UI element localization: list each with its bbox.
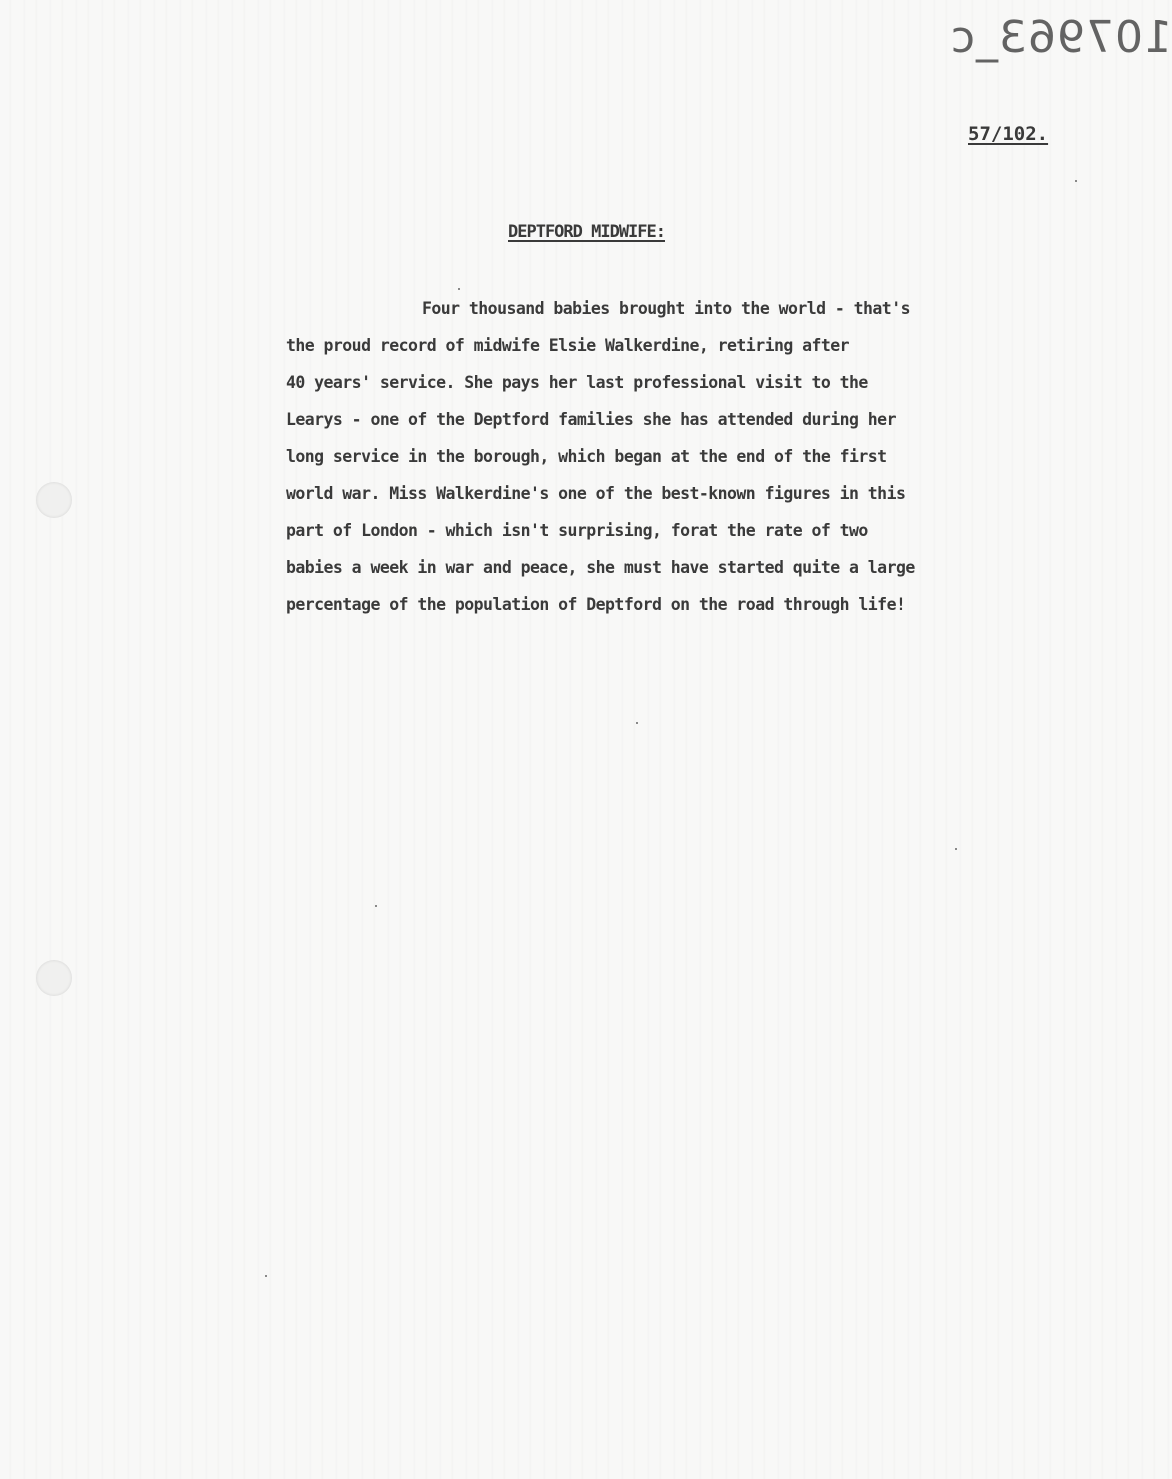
- paper-speck: [955, 848, 957, 850]
- document-title: DEPTFORD MIDWIFE:: [508, 222, 665, 242]
- reference-number: 57/102.: [968, 123, 1049, 145]
- body-line: Learys - one of the Deptford families she has attended during her: [286, 410, 896, 429]
- body-paragraph: [286, 296, 1136, 629]
- body-line: long service in the borough, which began at the end of the first: [286, 447, 887, 466]
- punch-hole: [36, 482, 72, 518]
- body-line: part of London - which isn't surprising, forat the rate of two: [286, 521, 868, 540]
- body-line: the proud record of midwife Elsie Walkerdine, retiring after: [286, 336, 850, 355]
- punch-hole: [36, 960, 72, 996]
- body-line: world war. Miss Walkerdine's one of the best-known figures in this: [286, 484, 906, 503]
- paper-speck: [636, 722, 638, 724]
- body-line: 40 years' service. She pays her last professional visit to the: [286, 373, 868, 392]
- body-line: Four thousand babies brought into the world - that's: [422, 299, 910, 318]
- paper-speck: [458, 288, 460, 290]
- body-line: babies a week in war and peace, she must have started quite a large: [286, 558, 915, 577]
- handwritten-archive-number: 107963_c: [949, 12, 1172, 63]
- paper-speck: [375, 905, 377, 907]
- paper-speck: [1075, 180, 1077, 182]
- paper-speck: [265, 1275, 267, 1277]
- body-line: percentage of the population of Deptford on the road through life!: [286, 595, 906, 614]
